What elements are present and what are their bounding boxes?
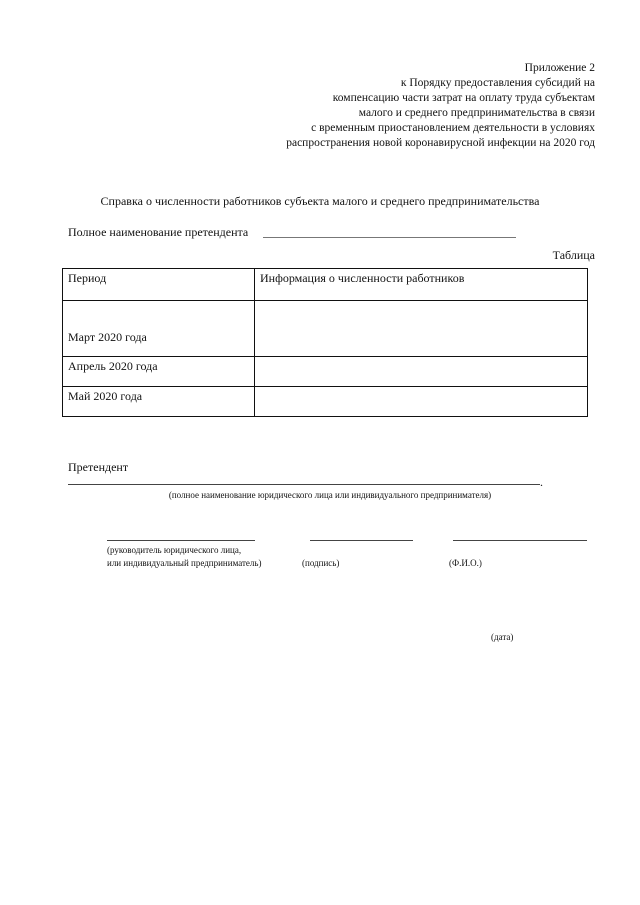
head-caption: (руководитель юридического лица, (107, 545, 242, 555)
employee-info-cell[interactable] (255, 301, 588, 357)
header-period: Период (63, 269, 255, 301)
period-cell: Апрель 2020 года (63, 357, 255, 387)
employee-info-cell[interactable] (255, 357, 588, 387)
applicant-full-name-field[interactable] (68, 484, 540, 485)
applicant-name-field[interactable] (263, 237, 516, 238)
fio-field[interactable] (453, 540, 587, 541)
applicant-name-label: Полное наименование претендента (68, 225, 249, 239)
employee-info-cell[interactable] (255, 387, 588, 417)
table-header-row (63, 269, 588, 301)
signature-caption: (подпись) (302, 558, 340, 568)
signature-field[interactable] (310, 540, 413, 541)
date-caption: (дата) (491, 632, 514, 642)
applicant-caption: (полное наименование юридического лица или индивидуального предпринимателя) (168, 490, 492, 500)
fio-caption: (Ф.И.О.) (449, 558, 482, 568)
table-caption: Таблица (552, 248, 595, 262)
period-cell: Март 2020 года (63, 301, 255, 357)
appendix-header (286, 61, 595, 151)
header-employee-info: Информация о численности работников (255, 269, 588, 301)
head-caption: или индивидуальный предприниматель) (107, 558, 262, 568)
appendix-line: компенсацию части затрат на оплату труда субъектам (332, 92, 595, 104)
period-cell: Май 2020 года (63, 387, 255, 417)
appendix-line: распространения новой коронавирусной инфекции на 2020 год (286, 137, 595, 149)
head-field[interactable] (107, 540, 255, 541)
applicant-line-end: . (540, 475, 543, 489)
table-row (63, 357, 588, 387)
table-row (63, 387, 588, 417)
appendix-line: с временным приостановлением деятельности в условиях (311, 122, 595, 134)
appendix-line: малого и среднего предпринимательства в связи (358, 107, 595, 119)
appendix-line: к Порядку предоставления субсидий на (400, 77, 595, 89)
table-row (63, 301, 588, 357)
document-title: Справка о численности работников субъекта малого и среднего предпринимательства (100, 194, 540, 208)
applicant-label: Претендент (68, 460, 129, 474)
employee-count-table (62, 268, 588, 417)
appendix-line: Приложение 2 (524, 62, 595, 74)
